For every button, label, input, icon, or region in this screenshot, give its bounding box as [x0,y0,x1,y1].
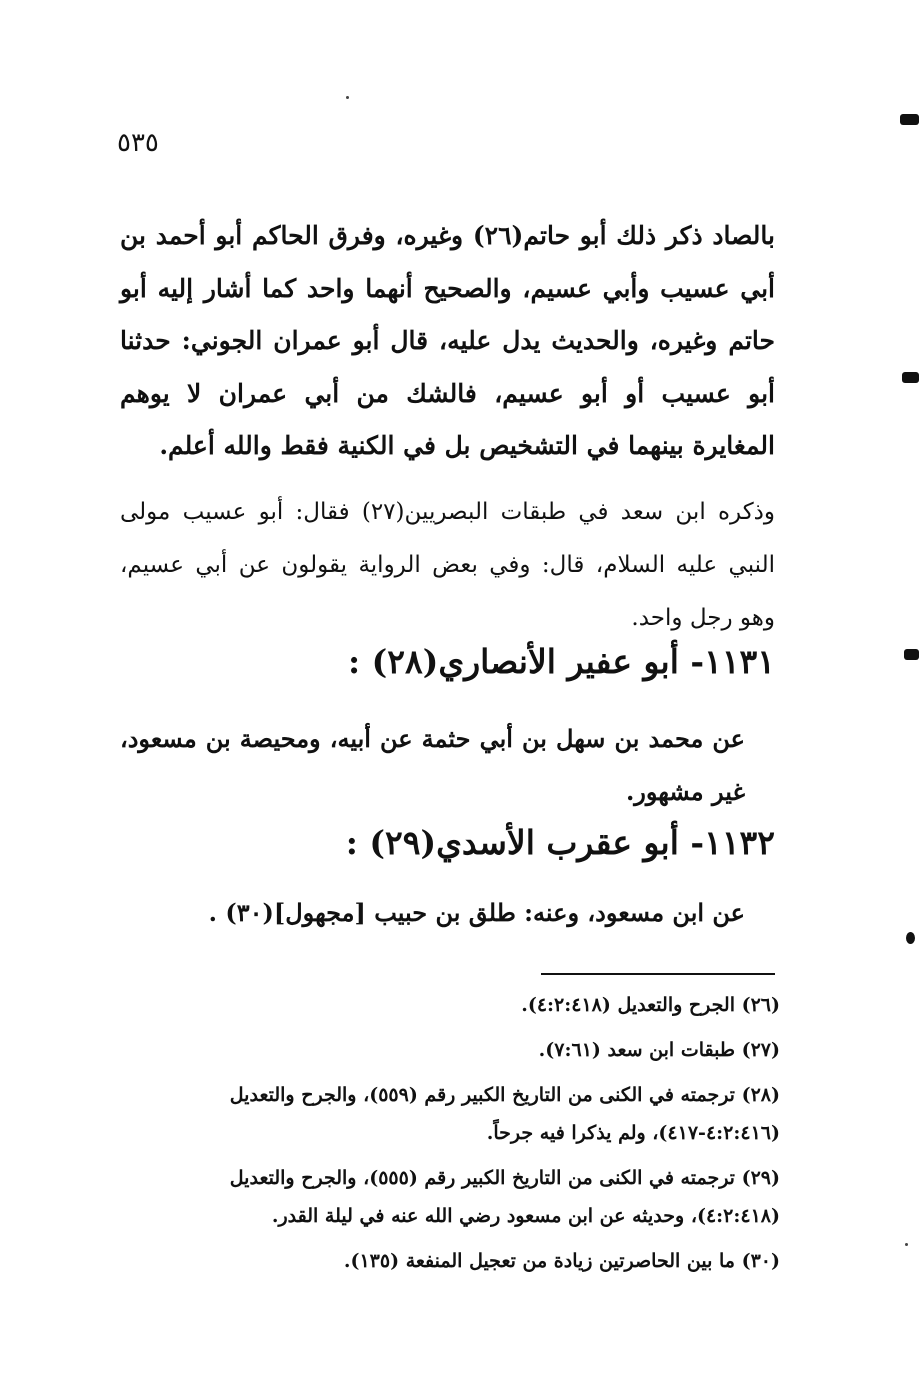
body-paragraph: وذكره ابن سعد في طبقات البصريين(٢٧) فقال: أبو عسيب مولى النبي عليه السلام، قال: وفي بعض الرواية يقولون عن أبي عسيم، وهو رجل واحد. [120,499,775,631]
footnote [120,1076,780,1152]
body-paragraph: بالصاد ذكر ذلك أبو حاتم(٢٦) وغيره، وفرق الحاكم أبو أحمد بن أبي عسيب وأبي عسيم، والصحيح أنهما واحد كما أشار إليه أبو حاتم وغيره، والحديث يدل عليه، قال أبو عمران الجوني: حدثنا أبو عسيب أو أبو عسيم، فالشك من أبي عمران لا يوهم المغايرة بينهما في التشخيص بل في الكنية فقط والله أعلم. [120,221,775,460]
page-number: ٥٣٥ [117,128,159,158]
footnote-text: (٢٦) الجرح والتعديل (٤:٢:٤١٨). [521,994,780,1016]
scan-speck [346,96,349,99]
footnote-text: (٣٠) ما بين الحاصرتين زيادة من تعجيل المنفعة (١٣٥). [343,1250,780,1272]
footnote-divider [541,973,775,975]
footnote-text: (٢٩) ترجمته في الكنى من التاريخ الكبير رقم (٥٥٥)، والجرح والتعديل [229,1167,780,1189]
scan-edge-mark [906,932,915,944]
entry-body: عن ابن مسعود، وعنه: طلق بن حبيب [مجهول](٣٠) . [208,898,745,927]
footnote-continuation: (٤:٢:٤١٨)، وحديثه عن ابن مسعود رضي الله عنه في ليلة القدر. [271,1205,780,1227]
scan-edge-mark [902,372,919,383]
entry-heading: ١١٣١- أبو عفير الأنصاري(٢٨) : [348,642,775,681]
footnote [120,1159,780,1235]
scan-edge-mark [900,114,919,125]
footnote [120,986,780,1024]
footnote-text: (٢٧) طبقات ابن سعد (٧:٦١). [538,1039,780,1061]
scan-edge-mark [904,649,919,660]
entry-heading: ١١٣٢- أبو عقرب الأسدي(٢٩) : [345,823,775,862]
footnote [120,1242,780,1280]
footnote [120,1031,780,1069]
entry-body: عن محمد بن سهل بن أبي حثمة عن أبيه، ومحيصة بن مسعود، غير مشهور. [120,724,745,806]
footnote-continuation: (٤:٢:٤١٦-٤١٧)، ولم يذكرا فيه جرحاً. [486,1122,780,1144]
footnote-text: (٢٨) ترجمته في الكنى من التاريخ الكبير رقم (٥٥٩)، والجرح والتعديل [229,1084,780,1106]
footnotes-section [120,986,780,1287]
scan-speck [905,1243,908,1246]
